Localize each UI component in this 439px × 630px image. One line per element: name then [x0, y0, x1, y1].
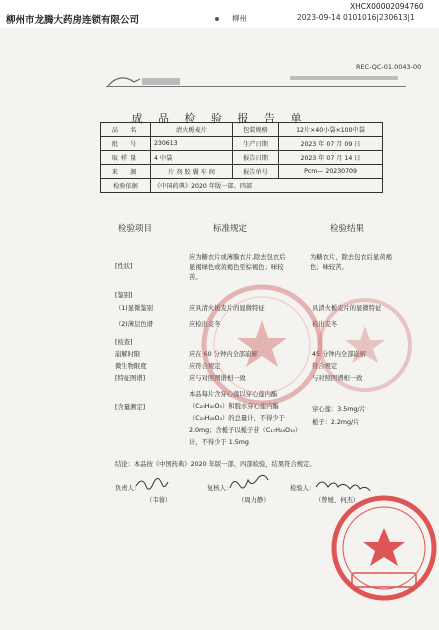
cell: 品 名: [101, 123, 151, 137]
cell: 取样量: [101, 151, 151, 165]
quality-stamp-right: [320, 300, 410, 390]
item-micro: 微生物限度: [115, 363, 147, 370]
cell: 来 源: [101, 165, 151, 179]
signature-wei: [136, 478, 168, 489]
std-assay-4: 2.0mg；含栀子以栀子苷（C₁₇H₂₄O₁₀）: [189, 427, 302, 434]
std-assay-5: 计，不得少于 1.5mg: [189, 439, 249, 446]
column-header-result: 检验结果: [330, 224, 365, 234]
page-title: 成 品 检 验 报 告 单: [131, 112, 308, 125]
cell: 检验依据: [101, 179, 151, 193]
std-ident2: 应检出麦冬: [189, 321, 221, 328]
std-assay-3: （C₂₀H₂₈O₄）的总量计，不得少于: [189, 415, 285, 422]
cell: 批 号: [101, 137, 151, 151]
res-ident2: 检出麦冬: [312, 321, 338, 328]
cell: 报告单号: [233, 165, 279, 179]
responsible-label: 负责人：: [115, 485, 141, 492]
cell: 《中国药典》2020 年版一部、四部: [151, 179, 383, 193]
cell: 包装规格: [233, 123, 279, 137]
std-micro: 应符合规定: [189, 363, 221, 370]
responsible-name: （韦蓉）: [146, 497, 172, 504]
reviewer-label: 复核人：: [207, 485, 233, 492]
res-character-1: 为糖衣片，除去包衣后显黄褐: [310, 254, 392, 261]
company-name: 柳州市龙腾大药房连锁有限公司: [6, 15, 140, 26]
std-character-3: 苦。: [189, 274, 202, 281]
cell: 2023 年 07 月 09 日: [279, 137, 383, 151]
signature-zeng: [316, 482, 370, 491]
cell: 片 剂 胶 囊 车 间: [151, 165, 233, 179]
item-disint: 崩解时限: [115, 351, 141, 358]
res-character-2: 色；味较苦。: [310, 264, 348, 271]
cell: 2023 年 07 月 14 日: [279, 151, 383, 165]
res-micro: 符合规定: [312, 363, 338, 370]
std-assay-1: 本品每片含穿心莲以穿心莲内酯: [189, 391, 278, 398]
item-character: [性状]: [115, 263, 133, 270]
res-fingerprint: 与对照图谱相一致: [312, 375, 363, 382]
city: 柳州: [232, 14, 247, 23]
cell: 230613: [151, 137, 233, 151]
timestamp: 2023-09-14 0101016|230613|1: [297, 13, 415, 22]
company-seal: [334, 498, 434, 598]
cell: 12片×40小袋×100中袋: [279, 123, 383, 137]
inspector-name: （曾媛、何杰）: [315, 497, 360, 504]
quality-stamp-faint: [204, 287, 320, 403]
std-assay-2: （C₂₀H₃₀O₅）和脱水穿心莲内酯: [189, 403, 279, 410]
std-fingerprint: 应与对照图谱相一致: [189, 375, 246, 382]
column-header-item: 检验项目: [118, 224, 153, 234]
item-fingerprint: [特征图谱]: [115, 375, 146, 382]
cell: 报告日期: [233, 151, 279, 165]
std-character-2: 显褐绿色或黄褐色至棕褐色；味较: [189, 264, 284, 271]
res-ident1: 具清火栀麦片的显微特征: [312, 305, 382, 312]
section-identification: [鉴别]: [115, 292, 133, 299]
document-code: XHCX00002094760: [350, 2, 424, 11]
std-disint: 应在 60 分钟内全部崩解: [189, 351, 258, 358]
inspector-label: 检验人：: [290, 485, 316, 492]
res-assay-1: 穿心莲：3.5mg/片: [312, 406, 366, 413]
column-header-standard: 标准规定: [213, 224, 248, 234]
res-disint: 45 分钟内全部崩解: [312, 351, 367, 358]
res-assay-2: 栀子：2.2mg/片: [312, 419, 360, 426]
cell: Pcm— 20230709: [279, 165, 383, 179]
cell: 生产日期: [233, 137, 279, 151]
cell: 清火栀麦片: [151, 123, 233, 137]
section-check: [检查]: [115, 339, 133, 346]
record-number: REC-QC-01.0043-00: [356, 63, 422, 71]
std-ident1: 应具清火栀麦片的显微特征: [189, 305, 265, 312]
conclusion: 结论：本品按《中国药典》2020 年版一部、四部检验，结果符合规定。: [115, 461, 316, 468]
std-character-1: 应为糖衣片或薄膜衣片,除去包衣后: [189, 254, 286, 261]
signature-zhou: [230, 475, 268, 488]
cell: 4 中袋: [151, 151, 233, 165]
item-ident2: （2)薄层色谱: [115, 321, 153, 328]
reviewer-name: （周力静）: [238, 497, 270, 504]
item-ident1: （1)显微鉴别: [115, 305, 153, 312]
item-assay: [含量测定]: [115, 404, 146, 411]
